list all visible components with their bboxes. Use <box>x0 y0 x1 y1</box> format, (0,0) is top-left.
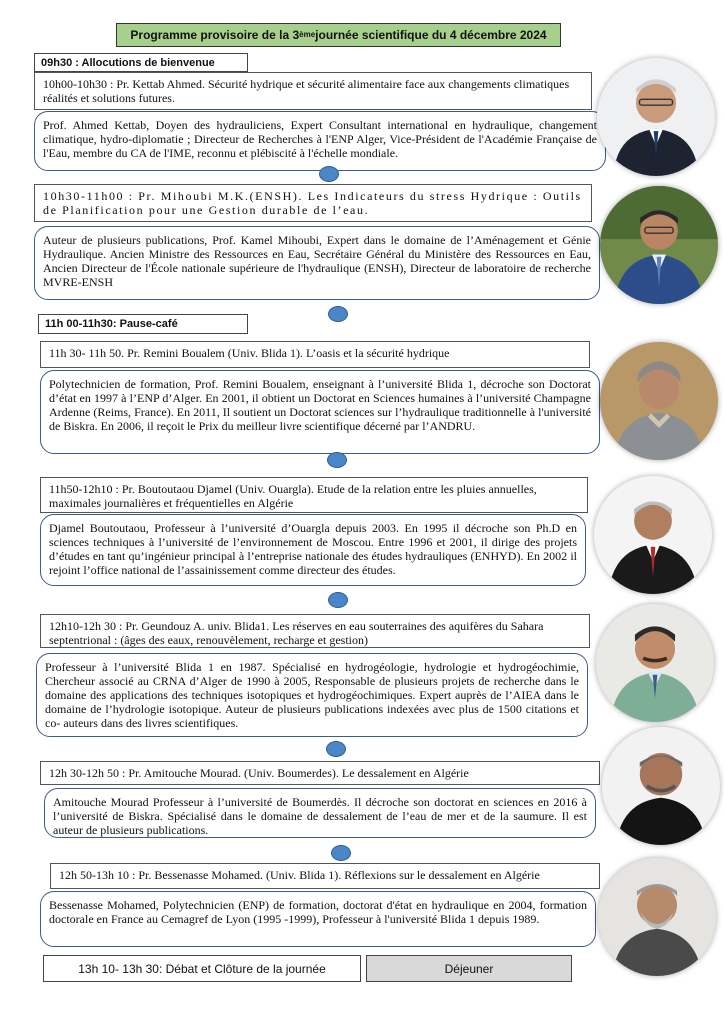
connector-dot <box>331 845 351 861</box>
speaker-photo-remini <box>600 342 718 460</box>
talk-3: 11h 30- 11h 50. Pr. Remini Boualem (Univ. Blida 1). L’oasis et la sécurité hydrique <box>40 341 590 368</box>
title-text-end: journée scientifique du 4 décembre 2024 <box>315 28 547 42</box>
title-text-start: Programme provisoire de la 3 <box>130 28 300 42</box>
connector-dot <box>326 741 346 757</box>
page-title <box>116 23 561 47</box>
connector-dot <box>327 452 347 468</box>
talk-6: 12h 30-12h 50 : Pr. Amitouche Mourad. (Univ. Boumerdes). Le dessalement en Algérie <box>40 761 600 785</box>
bio-4: Djamel Boutoutaou, Professeur à l’université d’Ouargla depuis 2003. En 1995 il décroche son Ph.D en sciences techniques à l’université de l’environnement de Moscou. Entre 1996 et 2001, il dirige des projets d’études en tant qu’ingénieur principal à l’entreprise nationale des études hydrauliques (ENHYD). En 2002 il rejoint l’office national de l’assainissement comme directeur des études. <box>40 514 586 586</box>
connector-dot <box>319 166 339 182</box>
bio-2: Auteur de plusieurs publications, Prof. Kamel Mihoubi, Expert dans le domaine de l’Aménagement et Génie Hydraulique. Ancien Ministre des Ressources en Eau, Secrétaire Général du Ministère des Ressources en Eau, Ancien Directeur de l'École nationale supérieure de l'hydraulique (ENSH), Directeur de laboratoire de recherche MVRE-ENSH <box>34 226 600 300</box>
talk-4: 11h50-12h10 : Pr. Boutoutaou Djamel (Univ. Ouargla). Etude de la relation entre les pluies annuelles, maximales journalières et fréquentielles en Algérie <box>40 477 588 513</box>
title-superscript: ème <box>299 30 316 39</box>
speaker-photo-kettab <box>597 58 715 176</box>
closing-slot: 13h 10- 13h 30: Débat et Clôture de la journée <box>43 955 361 982</box>
lunch-slot: Déjeuner <box>366 955 572 982</box>
speaker-photo-bessenasse <box>598 858 716 976</box>
speaker-photo-geundouz <box>596 604 714 722</box>
talk-1: 10h00-10h30 : Pr. Kettab Ahmed. Sécurité hydrique et sécurité alimentaire face aux changements climatiques réalités et solutions futures. <box>34 72 592 110</box>
bio-6: Amitouche Mourad Professeur à l’université de Boumerdès. Il décroche son doctorat en sciences en 2016 à l’université de Biskra. Spécialisé dans le domaine de dessalement de l’eau de mer et de la saumure. Il est auteur de plusieurs publications. <box>44 788 596 838</box>
connector-dot <box>328 306 348 322</box>
coffee-break-slot: 11h 00-11h30: Pause-café <box>38 314 248 334</box>
speaker-photo-boutoutaou <box>594 476 712 594</box>
talk-2: 10h30-11h00 : Pr. Mihoubi M.K.(ENSH). Les Indicateurs du stress Hydrique : Outils de Planification pour une Gestion durable de l’eau. <box>34 184 592 222</box>
bio-1: Prof. Ahmed Kettab, Doyen des hydrauliciens, Expert Consultant international en hydraulique, changement climatique, hydro-diplomatie ; Directeur de Recherches à l'ENP Alger, Vice-Président de l'Académie Française de l'Eau, membre du CA de l'IME, reconnu et plébiscité à l'échelle mondiale. <box>34 111 606 171</box>
connector-dot <box>328 592 348 608</box>
speaker-photo-amitouche <box>602 727 720 845</box>
talk-5: 12h10-12h 30 : Pr. Geundouz A. univ. Blida1. Les réserves en eau souterraines des aquifères du Sahara septentrional : (âges des eaux, renouvèlement, recharge et gestion) <box>40 614 590 648</box>
bio-5: Professeur à l’université Blida 1 en 1987. Spécialisé en hydrogéologie, hydrologie et hydrogéochimie, Chercheur associé au CRNA d’Alger de 1990 à 2005, Responsable de plusieurs projets de recherche dans le domaine des applications des techniques isotopiques et hydrogéochimiques. Expert auprès de l’AIEA dans le domaine de l’hydrologie isotopique. Auteur de plusieurs publications indexées avec plus de 1500 citations et co- auteurs dans des livres scientifiques. <box>36 653 588 737</box>
speaker-photo-mihoubi <box>600 186 718 304</box>
bio-7: Bessenasse Mohamed, Polytechnicien (ENP) de formation, doctorat d'état en hydraulique en 2004, formation doctorale en France au Cemagref de Lyon (1995 -1999), Professeur à l'université Blida 1 depuis 1989. <box>40 891 596 947</box>
bio-3: Polytechnicien de formation, Prof. Remini Boualem, enseignant à l’université Blida 1, décroche son Doctorat d’état en 1997 à l’ENP d’Alger. En 2001, il obtient un Doctorat en Sciences humaines à l’université Champagne Ardenne (Reims, France). En 2011, Il soutient un Doctorat sciences sur l’hydraulique traditionnelle à l'université de Biskra. En 2006, il reçoit le Prix du meilleur livre scientifique décerné par l’ANDRU. <box>40 370 600 454</box>
opening-slot: 09h30 : Allocutions de bienvenue <box>34 53 248 72</box>
talk-7: 12h 50-13h 10 : Pr. Bessenasse Mohamed. (Univ. Blida 1). Réflexions sur le dessalement en Algérie <box>50 863 600 889</box>
